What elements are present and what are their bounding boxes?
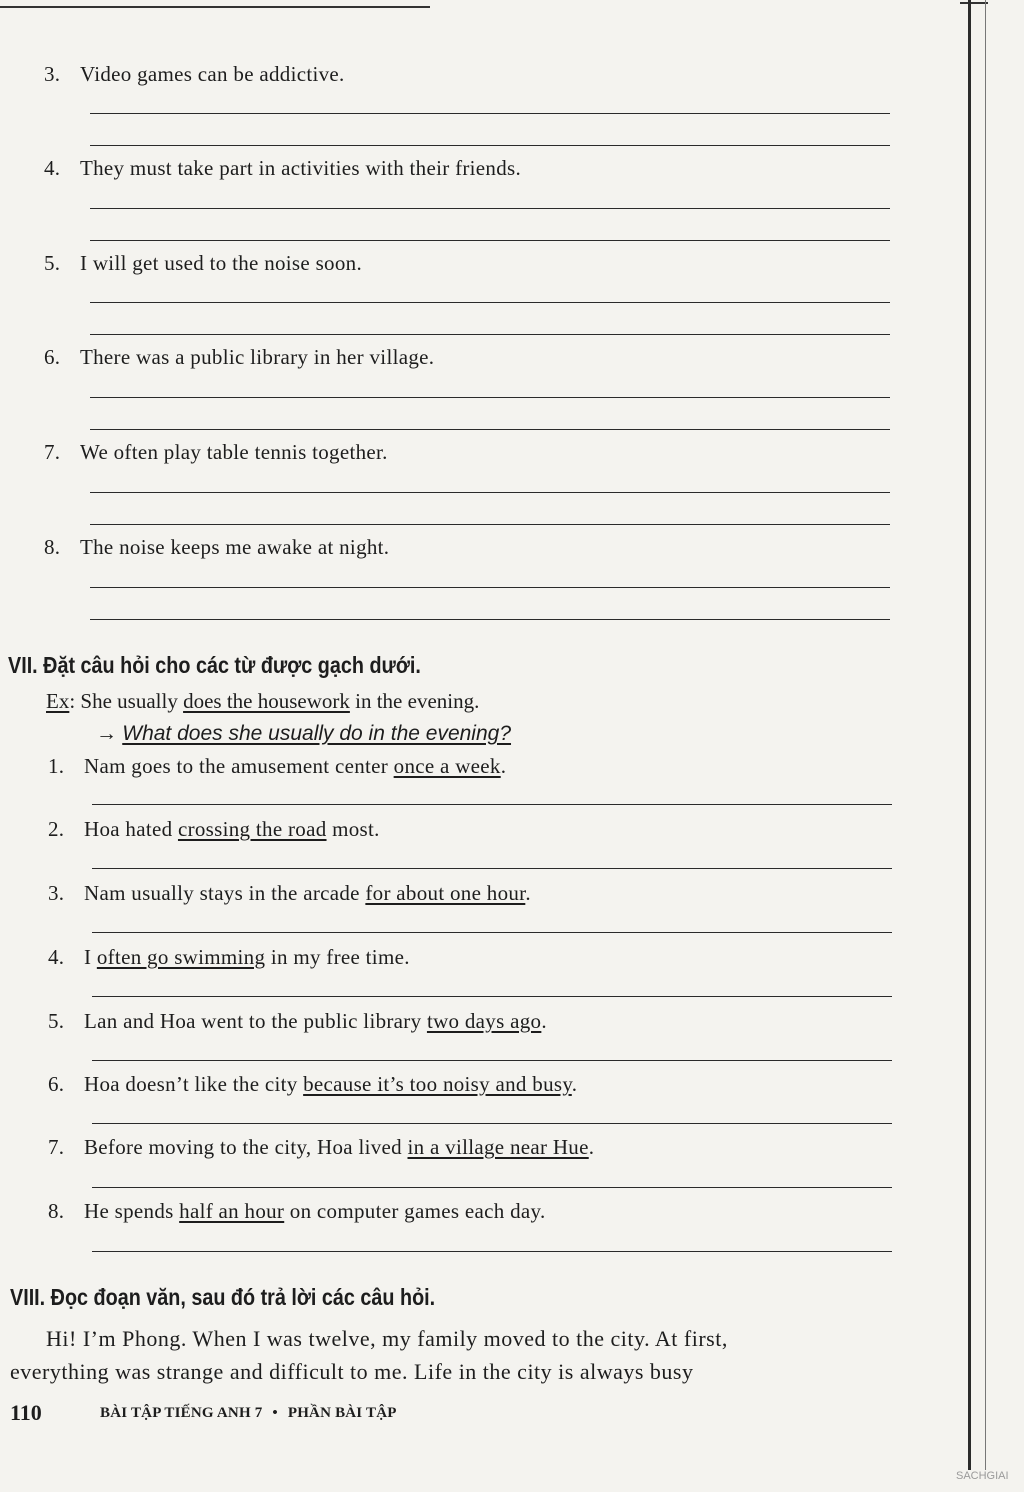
item-sentence: They must take part in activities with their friends. bbox=[80, 156, 522, 180]
item-sentence: Video games can be addictive. bbox=[80, 62, 345, 86]
item-number: 3. bbox=[44, 62, 61, 86]
answer-line[interactable] bbox=[90, 334, 890, 335]
item-post: . bbox=[541, 1009, 547, 1033]
item-pre: He spends bbox=[84, 1199, 180, 1223]
item-post: . bbox=[500, 754, 507, 778]
section-label: PHẦN BÀI TẬP bbox=[287, 1405, 397, 1421]
watermark-logo: SACHGIAI bbox=[956, 1470, 1009, 1482]
answer-line[interactable] bbox=[90, 145, 890, 146]
item-number: 1. bbox=[48, 754, 65, 778]
item-underlined: often go swimming bbox=[96, 945, 266, 969]
exercise-item bbox=[44, 345, 434, 370]
item-sentence: We often play table tennis together. bbox=[80, 440, 388, 464]
item-pre: Nam usually stays in the arcade bbox=[84, 881, 366, 905]
answer-line[interactable] bbox=[90, 240, 890, 241]
item-number: 5. bbox=[48, 1009, 65, 1033]
item-sentence: I will get used to the noise soon. bbox=[80, 251, 362, 275]
item-underlined: once a week bbox=[393, 754, 501, 778]
question-item bbox=[48, 1072, 577, 1097]
item-pre: Before moving to the city, Hoa lived bbox=[84, 1135, 408, 1159]
answer-line[interactable] bbox=[90, 397, 890, 398]
item-pre: Hoa doesn’t like the city bbox=[84, 1072, 304, 1096]
book-title: BÀI TẬP TIẾNG ANH 7 bbox=[100, 1405, 263, 1421]
answer-line[interactable] bbox=[92, 1123, 892, 1124]
page-binding-edge bbox=[968, 0, 986, 1470]
item-number: 3. bbox=[48, 881, 65, 905]
item-number: 4. bbox=[44, 156, 61, 180]
item-pre: Lan and Hoa went to the public library bbox=[84, 1009, 427, 1033]
item-sentence: There was a public library in her village. bbox=[80, 345, 435, 369]
page-number: 110 bbox=[10, 1400, 42, 1425]
answer-line[interactable] bbox=[90, 302, 890, 303]
item-number: 8. bbox=[48, 1199, 65, 1223]
item-post: . bbox=[588, 1135, 595, 1159]
example-label: Ex bbox=[46, 689, 70, 713]
answer-line[interactable] bbox=[90, 492, 890, 493]
item-number: 7. bbox=[48, 1135, 65, 1159]
item-underlined: half an hour bbox=[179, 1199, 285, 1223]
item-underlined: because it’s too noisy and busy bbox=[303, 1072, 572, 1096]
section-vii-heading: VII. Đặt câu hỏi cho các từ được gạch dưới. bbox=[8, 652, 421, 678]
answer-line[interactable] bbox=[90, 113, 890, 114]
bullet-icon: • bbox=[272, 1405, 278, 1421]
question-item bbox=[48, 1135, 594, 1160]
answer-line[interactable] bbox=[92, 1187, 892, 1188]
answer-line[interactable] bbox=[90, 619, 890, 620]
question-item bbox=[48, 817, 380, 842]
exercise-item bbox=[44, 251, 362, 276]
question-item bbox=[48, 1009, 547, 1034]
answer-line[interactable] bbox=[90, 208, 890, 209]
example-sentence bbox=[46, 689, 479, 714]
answer-line[interactable] bbox=[92, 932, 892, 933]
exercise-item bbox=[44, 62, 345, 87]
question-item bbox=[48, 945, 410, 970]
answer-line[interactable] bbox=[92, 804, 892, 805]
item-pre: Hoa hated bbox=[84, 817, 178, 841]
item-post: on computer games each day. bbox=[284, 1199, 546, 1223]
example-post: in the evening. bbox=[349, 689, 480, 713]
item-post: in my free time. bbox=[265, 945, 410, 969]
item-underlined: two days ago bbox=[426, 1009, 542, 1033]
item-post: . bbox=[525, 881, 531, 905]
example-pre: : She usually bbox=[69, 689, 184, 713]
item-underlined: in a village near Hue bbox=[407, 1135, 589, 1159]
item-number: 5. bbox=[44, 251, 61, 275]
item-pre: Nam goes to the amusement center bbox=[84, 754, 394, 778]
item-pre: I bbox=[84, 945, 97, 969]
item-number: 2. bbox=[48, 817, 65, 841]
top-rule bbox=[0, 6, 430, 8]
item-post: . bbox=[571, 1072, 578, 1096]
item-underlined: crossing the road bbox=[177, 817, 327, 841]
answer-line[interactable] bbox=[92, 1251, 892, 1252]
answer-line[interactable] bbox=[92, 868, 892, 869]
item-number: 6. bbox=[44, 345, 61, 369]
question-item bbox=[48, 1199, 546, 1224]
item-underlined: for about one hour bbox=[365, 881, 526, 905]
exercise-item bbox=[44, 156, 521, 181]
item-number: 8. bbox=[44, 535, 61, 559]
answer-line[interactable] bbox=[92, 996, 892, 997]
item-post: most. bbox=[326, 817, 380, 841]
answer-line[interactable] bbox=[90, 429, 890, 430]
answer-line[interactable] bbox=[92, 1060, 892, 1061]
item-sentence: The noise keeps me awake at night. bbox=[80, 535, 390, 559]
section-viii-heading: VIII. Đọc đoạn văn, sau đó trả lời các câu hỏi. bbox=[10, 1284, 436, 1310]
reading-passage-line: Hi! I’m Phong. When I was twelve, my family moved to the city. At first, bbox=[46, 1326, 728, 1351]
example-underlined: does the housework bbox=[183, 689, 350, 713]
answer-line[interactable] bbox=[90, 524, 890, 525]
example-answer bbox=[96, 721, 511, 746]
question-item bbox=[48, 881, 531, 906]
item-number: 7. bbox=[44, 440, 61, 464]
example-answer-text: What does she usually do in the evening? bbox=[122, 722, 512, 745]
exercise-item bbox=[44, 535, 389, 560]
reading-passage-line: everything was strange and difficult to me. Life in the city is always busy bbox=[10, 1359, 694, 1384]
answer-line[interactable] bbox=[90, 587, 890, 588]
item-number: 6. bbox=[48, 1072, 65, 1096]
item-number: 4. bbox=[48, 945, 65, 969]
exercise-item bbox=[44, 440, 388, 465]
question-item bbox=[48, 754, 506, 779]
arrow-icon: → bbox=[96, 721, 117, 745]
running-footer bbox=[100, 1405, 397, 1422]
